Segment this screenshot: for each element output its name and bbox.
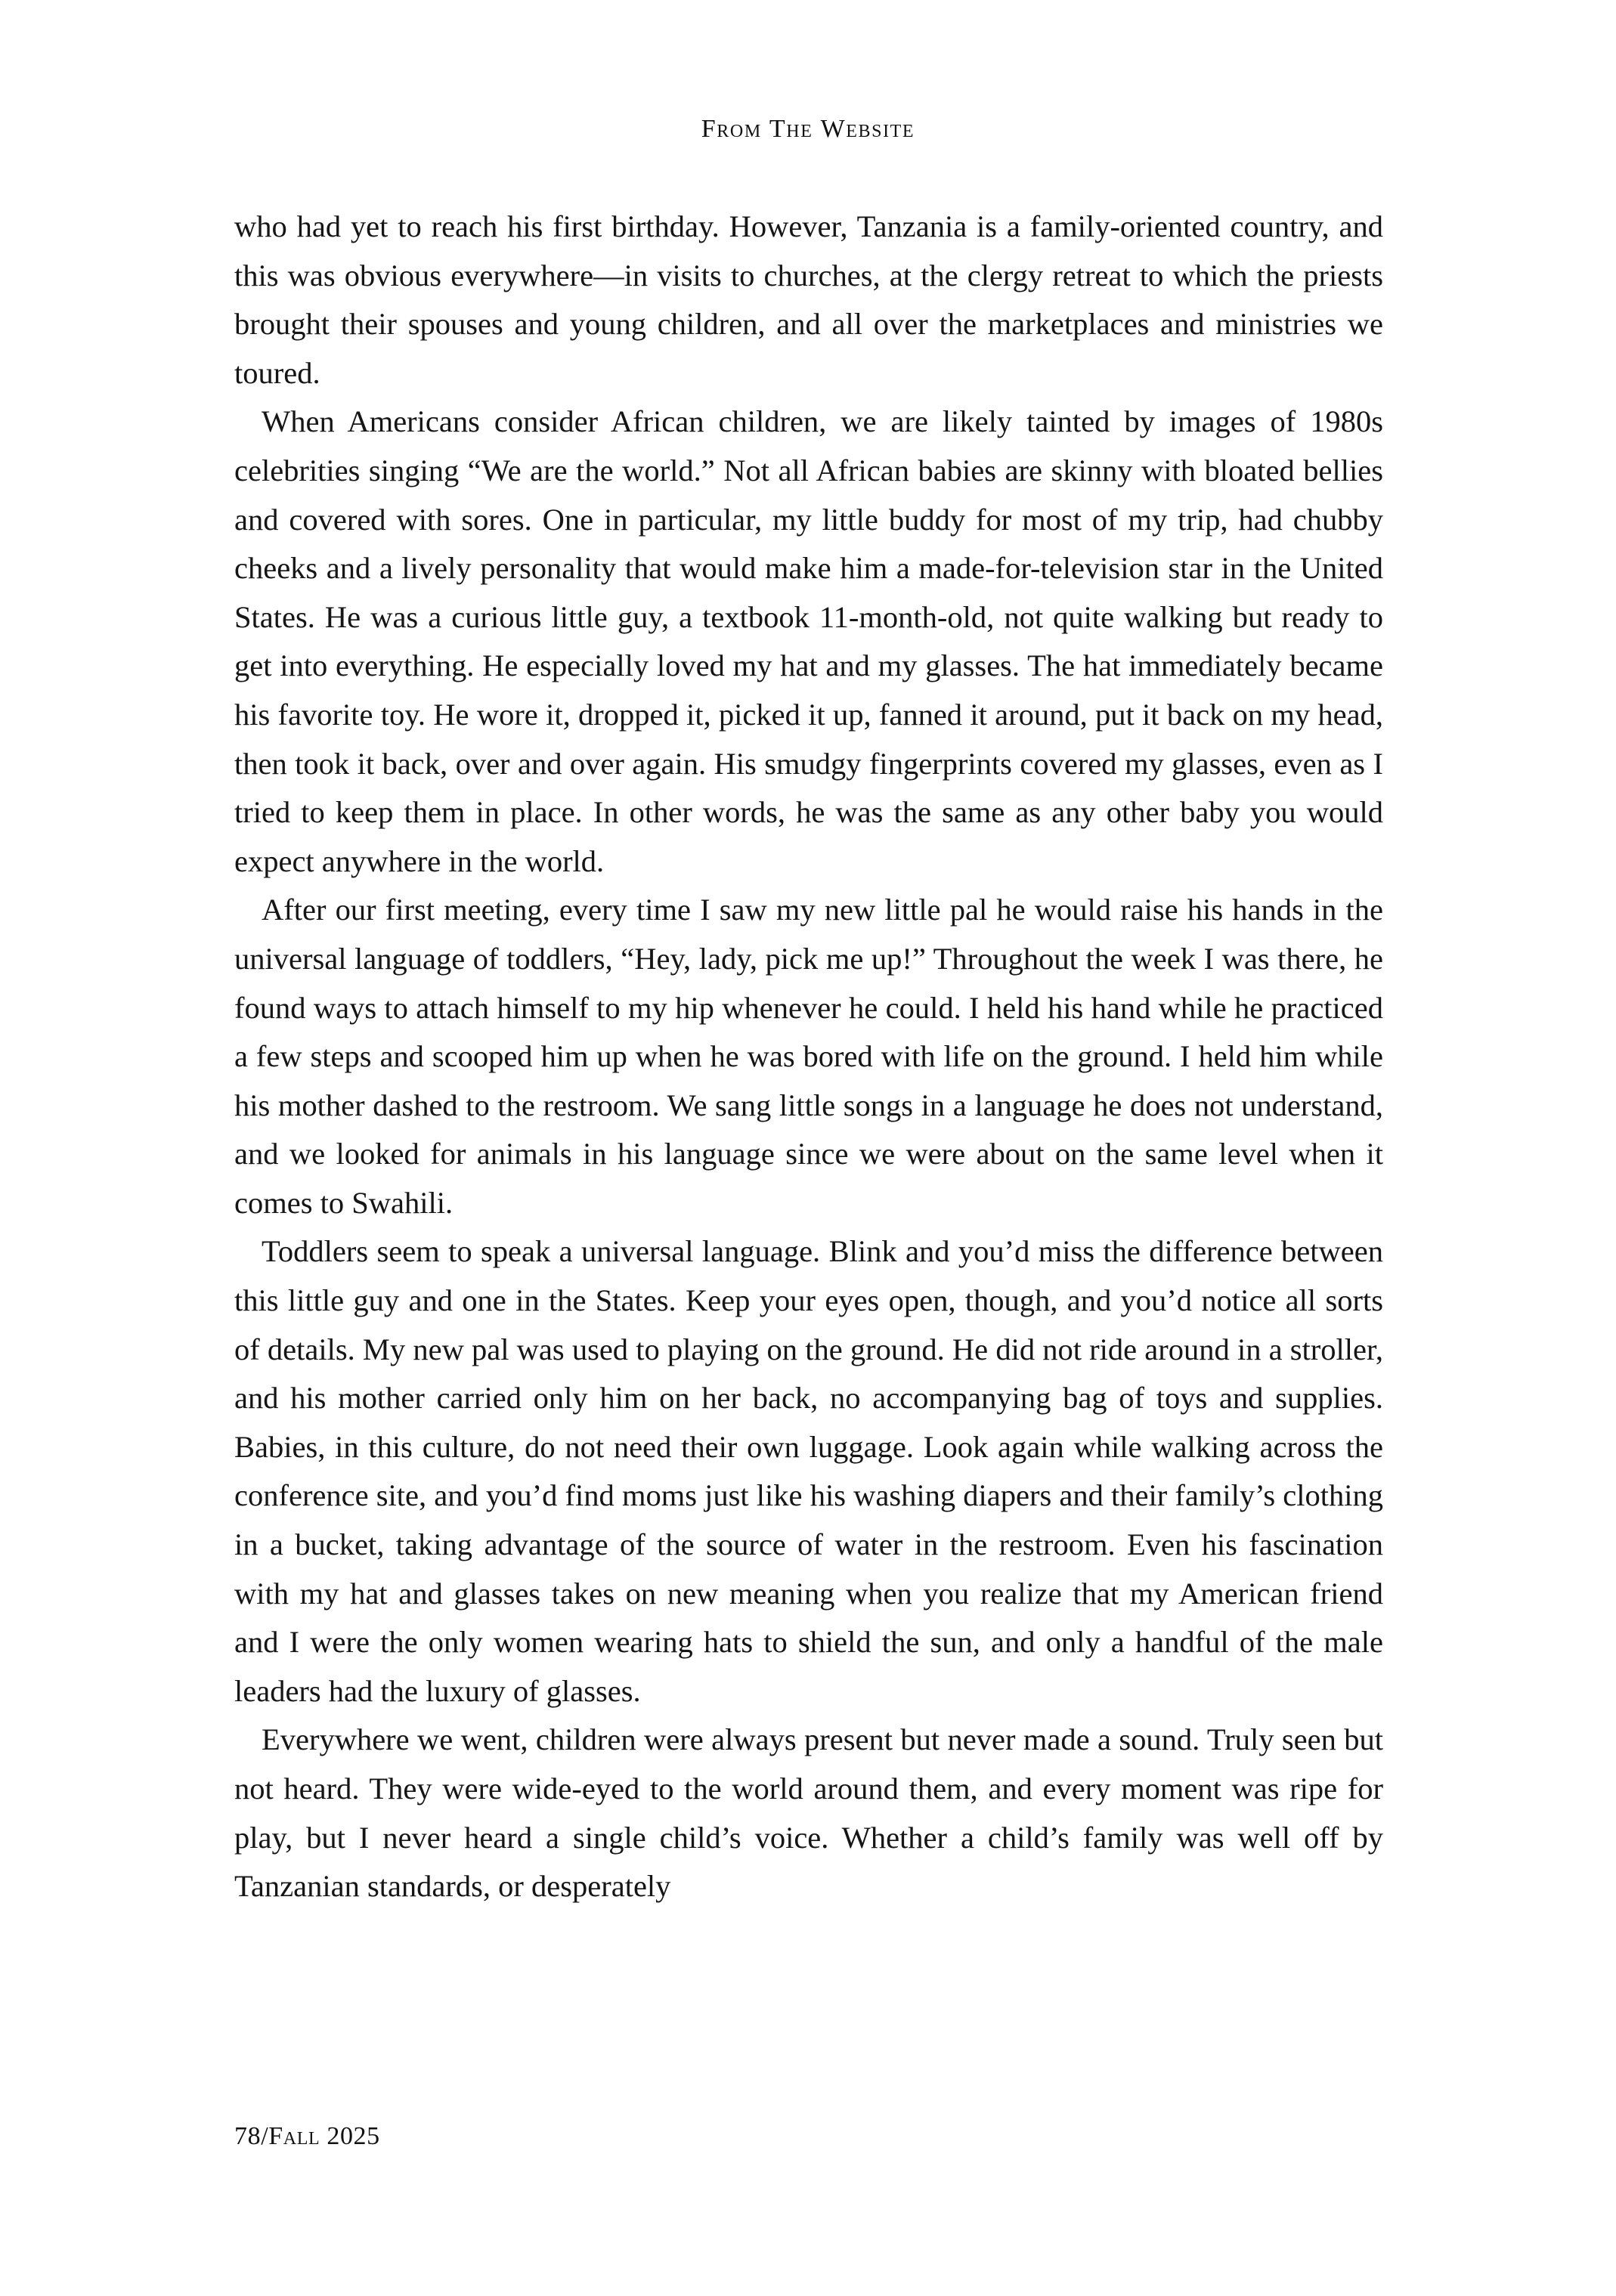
running-head-text: From The Website — [701, 115, 915, 143]
running-head — [0, 115, 1616, 143]
paragraph: Toddlers seem to speak a universal language. Blink and you’d miss the difference between this little guy and one in the States. Keep your eyes open, though, and you’d notice all sorts of details. My new pal was used to playing on the ground. He did not ride around in a stroller, and his mother carried only him on her back, no accompanying bag of toys and supplies. Babies, in this culture, do not need their own luggage. Look again while walking across the conference site, and you’d find moms just like his washing diapers and their family’s clothing in a bucket, taking advantage of the source of water in the restroom. Even his fascination with my hat and glasses takes on new meaning when you realize that my American friend and I were the only women wearing hats to shield the sun, and only a handful of the male leaders had the luxury of glasses. — [234, 1234, 1383, 1708]
body-text-block — [234, 203, 1383, 1911]
folio — [234, 2122, 380, 2151]
paragraph: Everywhere we went, children were always present but never made a sound. Truly seen but not heard. They were wide-eyed to the world around them, and every moment was ripe for play, but I never heard a single child’s voice. Whether a child’s family was well off by Tanzanian standards, or desperately — [234, 1722, 1383, 1904]
folio-issue: Fall 2025 — [268, 2122, 380, 2150]
paragraph: When Americans consider African children, we are likely tainted by images of 1980s celebrities singing “We are the world.” Not all African babies are skinny with bloated bellies and covered with sores. One in particular, my little buddy for most of my trip, had chubby cheeks and a lively personality that would make him a made-for-television star in the United States. He was a curious little guy, a textbook 11-month-old, not quite walking but ready to get into everything. He especially loved my hat and my glasses. The hat immediately became his favorite toy. He wore it, dropped it, picked it up, fanned it around, put it back on my head, then took it back, over and over again. His smudgy fingerprints covered my glasses, even as I tried to keep them in place. In other words, he was the same as any other baby you would expect anywhere in the world. — [234, 404, 1383, 878]
folio-separator: / — [261, 2122, 269, 2150]
folio-page-number: 78 — [234, 2122, 262, 2150]
paragraph: who had yet to reach his first birthday. However, Tanzania is a family-oriented country, and this was obvious everywhere—in visits to churches, at the clergy retreat to which the priests brought their spouses and young children, and all over the marketplaces and ministries we toured. — [234, 209, 1383, 390]
paragraph: After our first meeting, every time I saw my new little pal he would raise his hands in the universal language of toddlers, “Hey, lady, pick me up!” Throughout the week I was there, he found ways to attach himself to my hip whenever he could. I held his hand while he practiced a few steps and scooped him up when he was bored with life on the ground. I held him while his mother dashed to the restroom. We sang little songs in a language he does not understand, and we looked for animals in his language since we were about on the same level when it comes to Swahili. — [234, 893, 1383, 1220]
